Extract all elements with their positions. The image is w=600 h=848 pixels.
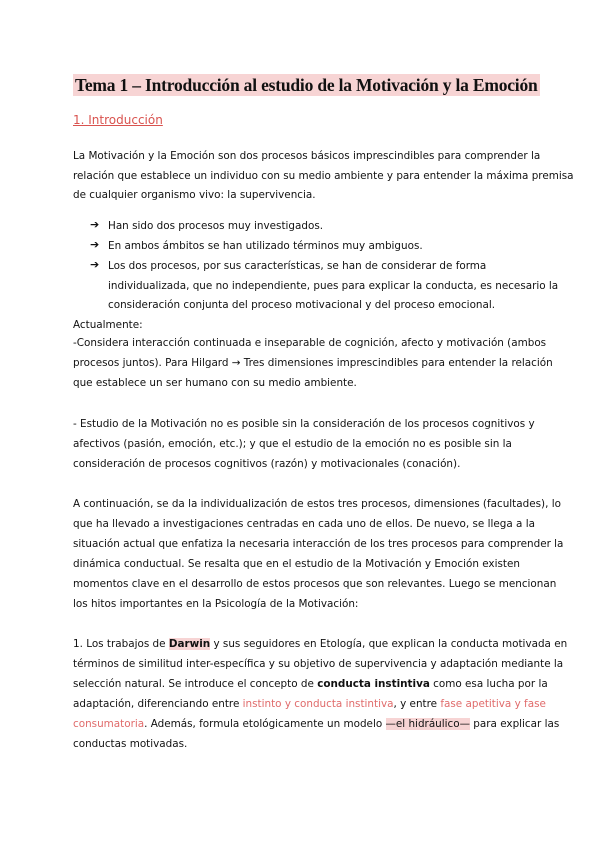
arrow-bullet-icon: ➔ bbox=[90, 218, 100, 231]
actualmente-line-1: -Considera interacción continuada e inseparable de cognición, afecto y motivación (ambos bbox=[73, 337, 547, 349]
arrow-bullet-icon: ➔ bbox=[90, 258, 100, 271]
text-span: y sus seguidores en Etología, que explican la conducta motivada en bbox=[210, 638, 568, 650]
estudio-line-2: afectivos (pasión, emoción, etc.); y que el estudio de la emoción no es posible sin la bbox=[73, 438, 512, 450]
text-span: . Además, formula etológicamente un modelo bbox=[144, 718, 386, 730]
darwin-line-3 bbox=[73, 677, 548, 691]
consumatoria-pink-text: consumatoria bbox=[73, 718, 145, 730]
text-span: como esa lucha por la bbox=[429, 678, 548, 690]
continuacion-line-6: los hitos importantes en la Psicología de la Motivación: bbox=[73, 598, 359, 610]
actualmente-label: Actualmente: bbox=[73, 319, 143, 331]
text-span: adaptación, diferenciando entre bbox=[73, 698, 243, 710]
text-span: 1. Los trabajos de bbox=[73, 638, 169, 650]
page-title: Tema 1 – Introducción al estudio de la Motivación y la Emoción bbox=[75, 75, 538, 95]
actualmente-line-2: procesos juntos). Para Hilgard → Tres dimensiones imprescindibles para entender la relación bbox=[73, 357, 553, 369]
conducta-instintiva-bold: conducta instintiva bbox=[317, 678, 430, 690]
darwin-line-2: términos de similitud inter-específica y su objetivo de supervivencia y adaptación mediante la bbox=[73, 658, 564, 670]
bullet-3-line-3: consideración conjunta del proceso motivacional y del proceso emocional. bbox=[108, 299, 496, 311]
continuacion-line-4: dinámica conductual. Se resalta que en el estudio de la Motivación y Emoción existen bbox=[73, 558, 520, 570]
darwin-line-5 bbox=[73, 717, 559, 731]
continuacion-line-1: A continuación, se da la individualización de estos tres procesos, dimensiones (facultades), lo bbox=[73, 498, 561, 510]
darwin-line-1 bbox=[73, 637, 567, 651]
section-heading: 1. Introducción bbox=[73, 113, 163, 127]
bullet-3-line-2: individualizada, que no independiente, pues para explicar la conducta, es necesario la bbox=[108, 280, 559, 292]
text-span: para explicar las bbox=[470, 718, 560, 730]
continuacion-line-3: situación actual que enfatiza la necesaria interacción de los tres procesos para comprender la bbox=[73, 538, 564, 550]
bullet-1: Han sido dos procesos muy investigados. bbox=[108, 220, 324, 232]
continuacion-line-2: que ha llevado a investigaciones centradas en cada uno de ellos. De nuevo, se llega a la bbox=[73, 518, 535, 530]
estudio-line-3: consideración de procesos cognitivos (razón) y motivacionales (conación). bbox=[73, 458, 461, 470]
bullet-3-line-1: Los dos procesos, por sus características, se han de considerar de forma bbox=[108, 260, 487, 272]
intro-line-3: de cualquier organismo vivo: la supervivencia. bbox=[73, 189, 316, 201]
bullet-2: En ambos ámbitos se han utilizado términos muy ambiguos. bbox=[108, 240, 423, 252]
instinto-pink-text: instinto y conducta instintiva bbox=[242, 698, 394, 710]
continuacion-line-5: momentos clave en el desarrollo de estos procesos que son relevantes. Luego se mencionan bbox=[73, 578, 557, 590]
darwin-line-6: conductas motivadas. bbox=[73, 738, 188, 750]
actualmente-line-3: que establece un ser humano con su medio ambiente. bbox=[73, 377, 357, 389]
estudio-line-1: - Estudio de la Motivación no es posible sin la consideración de los procesos cognitivos y bbox=[73, 418, 535, 430]
darwin-highlight: Darwin bbox=[168, 638, 211, 650]
title-block bbox=[73, 74, 540, 96]
text-span: , y entre bbox=[393, 698, 441, 710]
intro-line-1: La Motivación y la Emoción son dos procesos básicos imprescindibles para comprender la bbox=[73, 150, 541, 162]
arrow-bullet-icon: ➔ bbox=[90, 238, 100, 251]
text-span: selección natural. Se introduce el concepto de bbox=[73, 678, 318, 690]
intro-line-2: relación que establece un individuo con su medio ambiente y para entender la máxima premisa bbox=[73, 170, 574, 182]
hidraulico-highlight: —el hidráulico— bbox=[385, 718, 470, 730]
darwin-line-4 bbox=[73, 697, 546, 711]
fase-apetitiva-pink-text: fase apetitiva y fase bbox=[440, 698, 546, 710]
